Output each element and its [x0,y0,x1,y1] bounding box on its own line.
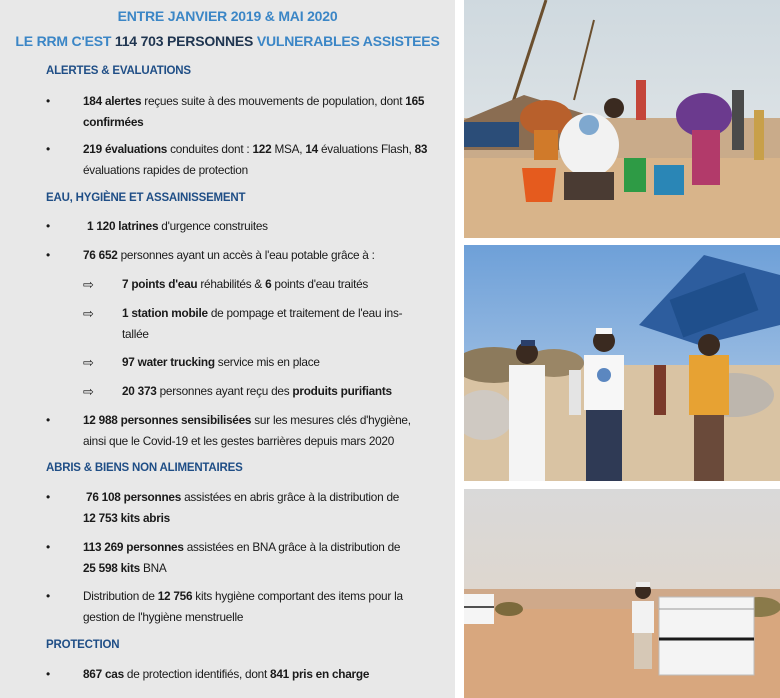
bullet-marker: • [46,248,51,262]
bullet-bna: 113 269 personnes assistées en BNA grâce à la distribution de 25 598 kits BNA [83,540,401,575]
title-suffix: VULNERABLES ASSISTEES [253,33,440,49]
bullet-marker: • [46,667,51,681]
arrow-marker: ⇨ [83,384,94,399]
section-title-abris: ABRIS & BIENS NON ALIMENTAIRES [46,462,243,474]
sub-points-eau: 7 points d'eau réhabilités & 6 points d'eau traités [122,277,369,291]
title-prefix: LE RRM C'EST [15,33,115,49]
bullet-evaluations: 219 évaluations conduites dont : 122 MSA, 14 évaluations Flash, 83 évaluations rapides de protection [83,142,428,177]
bullet-abris: 76 108 personnes assistées en abris grâce à la distribution de 12 753 kits abris [83,490,400,525]
bullet-marker: • [46,94,51,108]
bullet-alertes: 184 alertes reçues suite à des mouvements de population, dont 165 confirmées [83,94,425,129]
photo-kit-distribution [464,245,780,481]
bullet-marker: • [46,589,51,603]
bullet-marker: • [46,490,51,504]
sub-produits-purifiants: 20 373 personnes ayant reçu des produits purifiants [122,384,392,398]
bullet-marker: • [46,540,51,554]
section-title-alertes: ALERTES & EVALUATIONS [46,65,191,77]
bullet-latrines: 1 120 latrines d'urgence construites [87,219,268,233]
bullet-eau-potable: 76 652 personnes ayant un accès à l'eau potable grâce à : [83,248,375,262]
photo-water-distribution [464,0,780,238]
title-number: 114 703 PERSONNES [114,33,254,49]
bullet-marker: • [46,142,51,156]
title-headline [0,33,455,49]
photo-shelter [464,489,780,698]
section-title-eau: EAU, HYGIÈNE ET ASSAINISSEMENT [46,192,246,204]
title-period [0,8,455,24]
sub-water-trucking: 97 water trucking service mis en place [122,355,320,369]
bullet-kits-hygiene: Distribution de 12 756 kits hygiène comportant des items pour la gestion de l'hygiène menstruelle [83,589,403,624]
bullet-protection: 867 cas de protection identifiés, dont 841 pris en charge [83,667,370,681]
bullet-marker: • [46,413,51,427]
arrow-marker: ⇨ [83,355,94,370]
bullet-sensibilisees: 12 988 personnes sensibilisées sur les mesures clés d'hygiène, ainsi que le Covid-19 et les gestes barrières depuis mars 2020 [83,413,411,448]
section-title-protection: PROTECTION [46,639,120,651]
title-period-text: ENTRE JANVIER 2019 & MAI 2020 [117,8,338,24]
sub-station-mobile: 1 station mobile de pompage et traitement de l'eau ins- tallée [122,306,403,341]
arrow-marker: ⇨ [83,306,94,321]
arrow-marker: ⇨ [83,277,94,292]
bullet-marker: • [46,219,51,233]
